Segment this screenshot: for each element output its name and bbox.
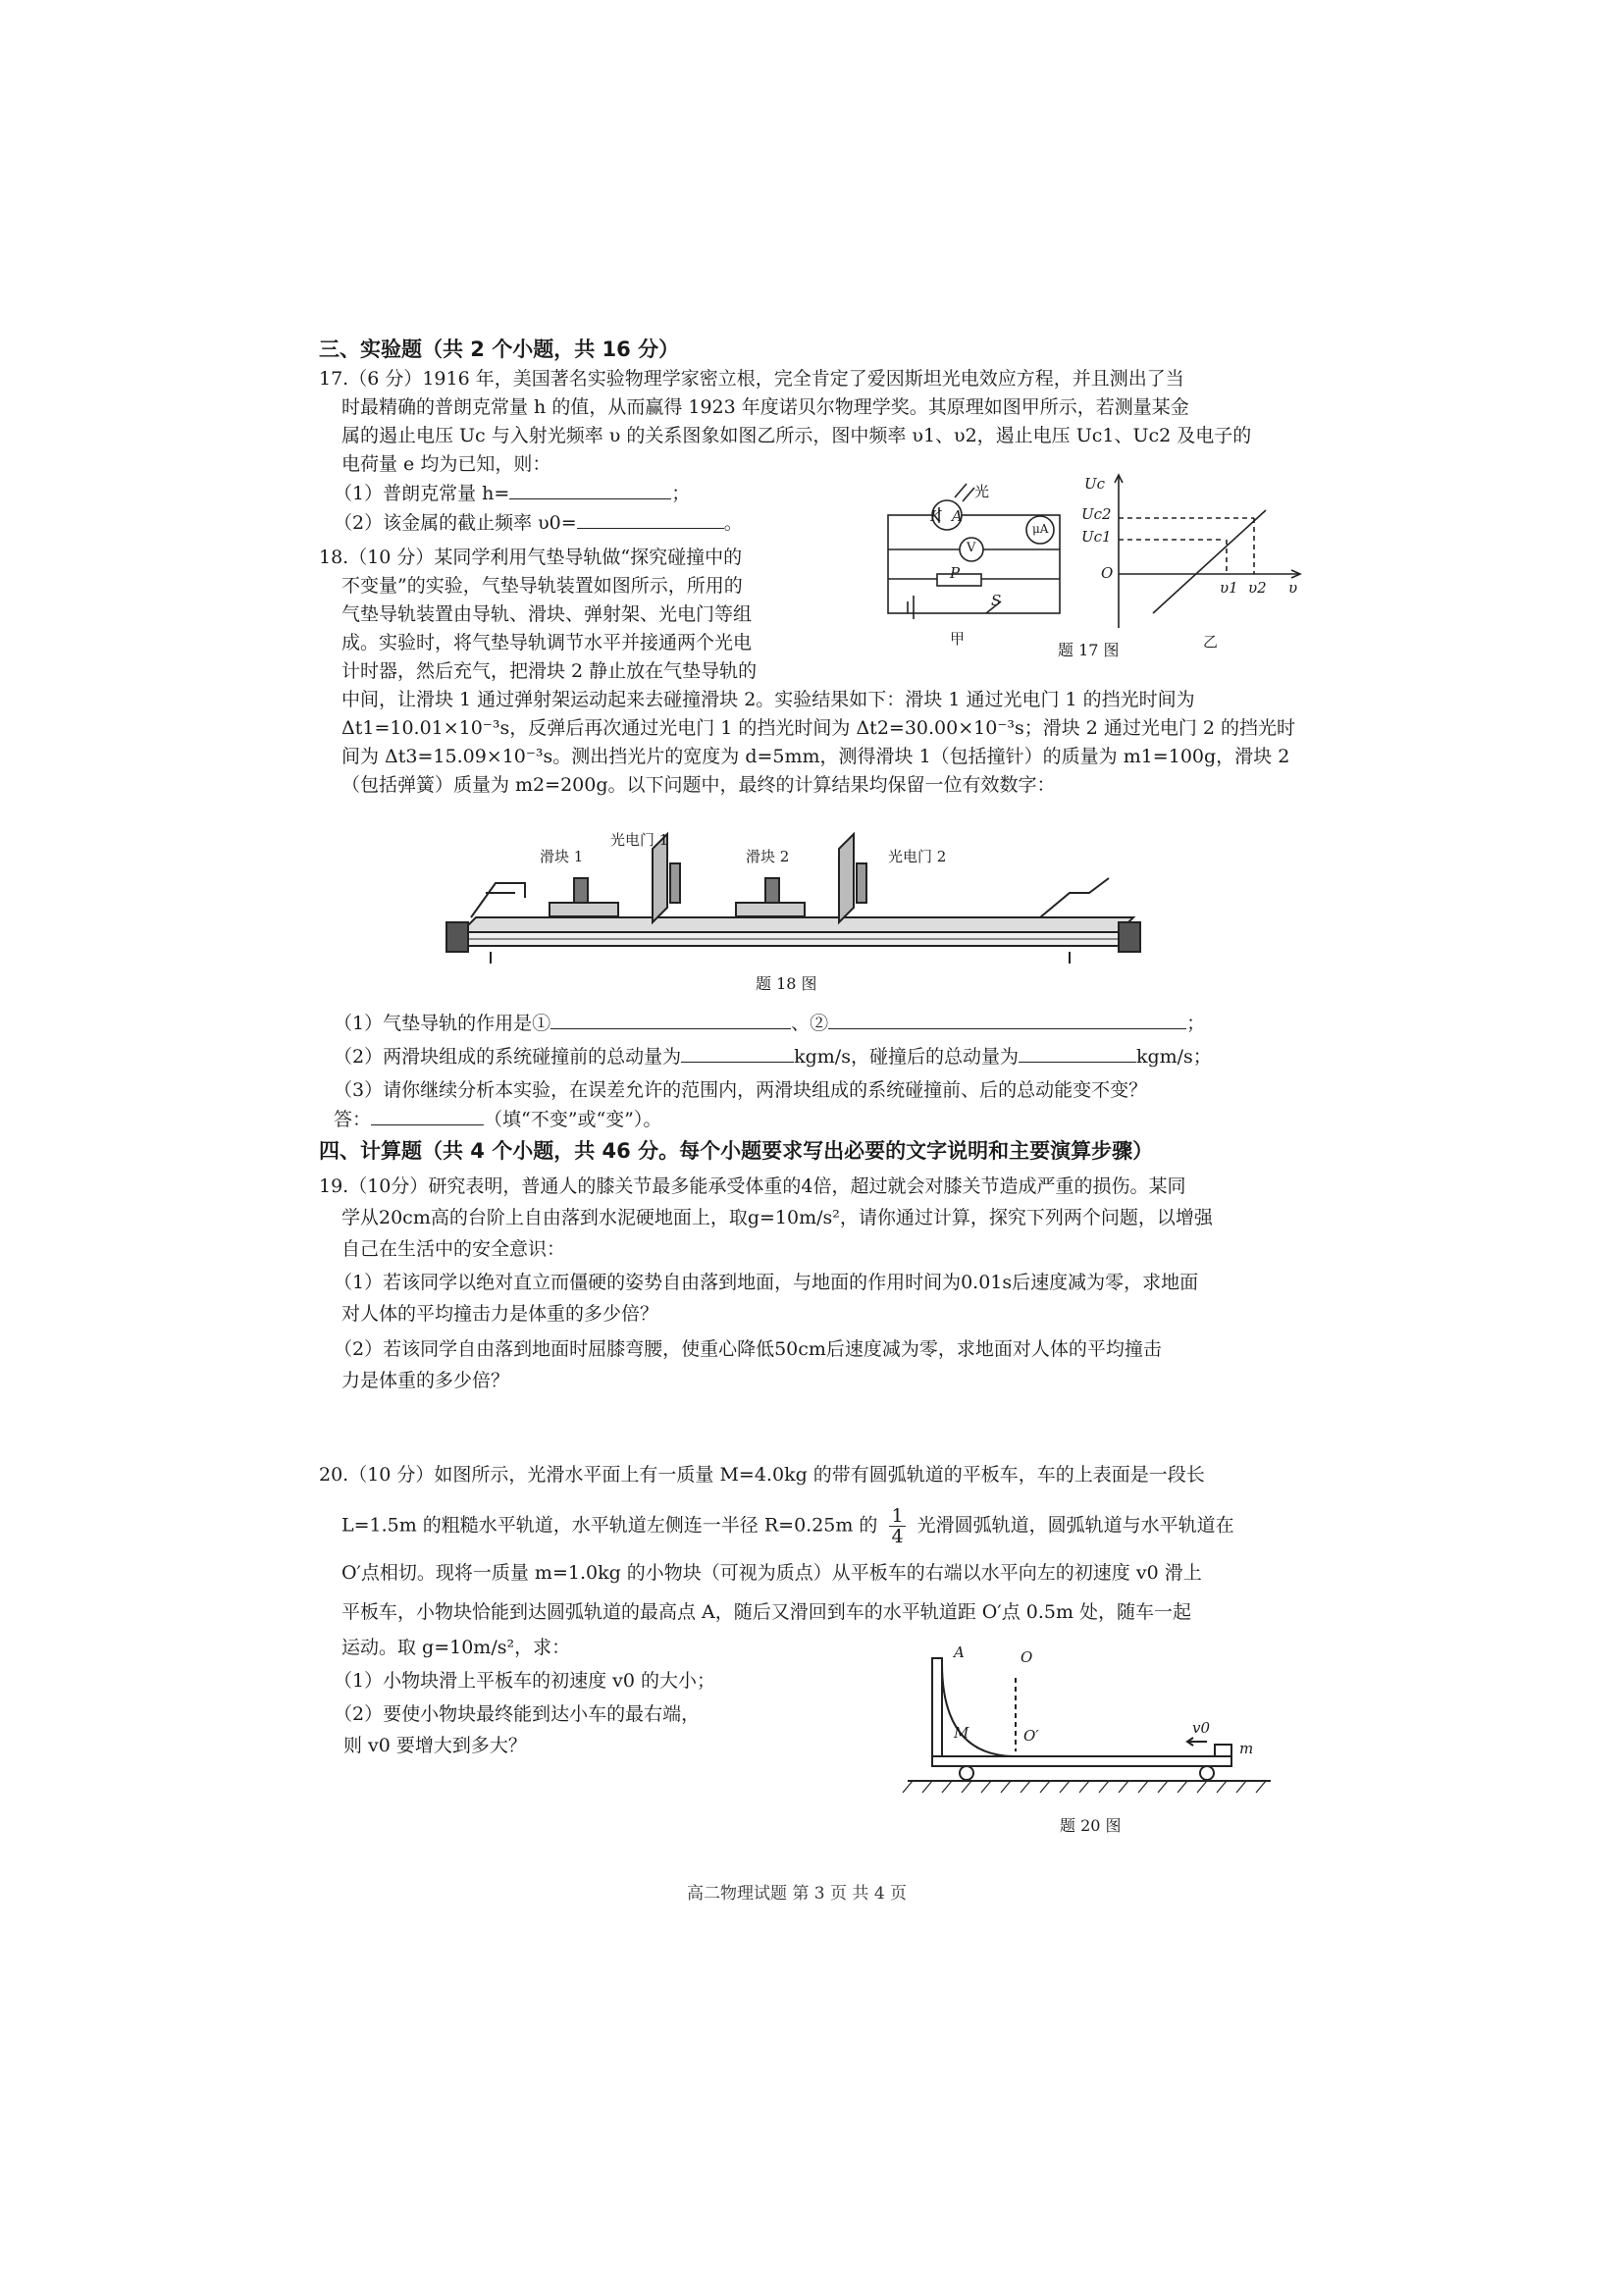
q18-label-slider-2: 滑块 2	[746, 848, 790, 865]
q18-answer-hint: （填“不变”或“变”）。	[484, 1109, 662, 1130]
q17-label-voltmeter: V	[967, 541, 976, 555]
q20-line-3: O′点相切。现将一质量 m=1.0kg 的小物块（可视为质点）从平板车的右端以水平向左的初速度 v0 滑上	[341, 1562, 1202, 1584]
q19-line-4: （1）若该同学以绝对直立而僵硬的姿势自由落到地面，与地面的作用时间为0.01s后速度减为零，求地面	[334, 1272, 1199, 1293]
q17-sub-2-text: （2）该金属的截止频率 υ0=	[334, 512, 577, 534]
q17-label-A: A	[952, 507, 963, 525]
q18-label-slider-1: 滑块 1	[540, 848, 584, 865]
q18-sub-2-text: （2）两滑块组成的系统碰撞前的总动量为	[334, 1046, 682, 1068]
q17-sub-2	[334, 510, 743, 536]
answer-blank[interactable]	[509, 481, 671, 499]
q20-sub-1: （1）小物块滑上平板车的初速度 v0 的大小；	[334, 1670, 715, 1692]
q18-label-gate-1: 光电门 1	[610, 831, 669, 849]
q17-line-1: 17.（6 分）1916 年，美国著名实验物理学家密立根，完全肯定了爱因斯坦光电效应方程，并且测出了当	[319, 368, 1184, 390]
q18-line-2: 不变量”的实验，气垫导轨装置如图所示，所用的	[341, 575, 743, 597]
q18-line-5: 计时器，然后充气，把滑块 2 静止放在气垫导轨的	[341, 660, 758, 682]
q18-sub-2-unit-1: kgm/s，碰撞后的总动量为	[794, 1046, 1019, 1068]
q19-line-3: 自己在生活中的安全意识：	[341, 1238, 566, 1260]
q17-label-Uc2: Uc2	[1081, 505, 1112, 523]
answer-blank[interactable]	[681, 1044, 794, 1063]
q20-line-5: 运动。取 g=10m/s²，求：	[341, 1637, 571, 1658]
q17-sub-1-text: （1）普朗克常量 h=	[334, 483, 510, 504]
q20-label-O: O	[1021, 1648, 1033, 1666]
answer-blank[interactable]	[550, 1011, 791, 1029]
q17-line-2: 时最精确的普朗克常量 h 的值，从而赢得 1923 年度诺贝尔物理学奖。其原理如图甲所示，若测量某金	[341, 396, 1189, 418]
q20-line-2-a: L=1.5m 的粗糙水平轨道，水平轨道左侧连一半径 R=0.25m 的	[341, 1514, 878, 1537]
q18-sub-2	[334, 1044, 1212, 1070]
q18-sub-2-unit-2: kgm/s；	[1135, 1046, 1212, 1068]
q17-label-K: K	[930, 507, 942, 525]
q20-line-4: 平板车，小物块恰能到达圆弧轨道的最高点 A，随后又滑回到车的水平轨道距 O′点 0.5m 处，随车一起	[341, 1601, 1192, 1623]
q18-sub-1	[334, 1011, 1205, 1036]
q18-line-1: 18.（10 分）某同学利用气垫导轨做“探究碰撞中的	[319, 547, 743, 568]
q17-line-4: 电荷量 e 均为已知，则：	[341, 453, 551, 475]
answer-blank[interactable]	[371, 1107, 484, 1125]
q18-line-7: Δt1=10.01×10⁻³s，反弹后再次通过光电门 1 的挡光时间为 Δt2=30.00×10⁻³s；滑块 2 通过光电门 2 的挡光时	[341, 717, 1296, 739]
q18-sub-3: （3）请你继续分析本实验，在误差允许的范围内，两滑块组成的系统碰撞前、后的总动能变不变？	[334, 1079, 1148, 1101]
q17-figure-caption: 题 17 图	[1058, 641, 1120, 659]
q17-label-v2: υ2	[1248, 579, 1267, 597]
q18-answer-label: 答：	[334, 1109, 372, 1130]
q17-uc-frequency-graph	[1099, 471, 1305, 638]
answer-blank[interactable]	[577, 510, 724, 529]
q18-line-9: （包括弹簧）质量为 m2=200g。以下问题中，最终的计算结果均保留一位有效数字：	[341, 774, 1056, 796]
q20-label-M: M	[954, 1724, 969, 1742]
q20-figure-caption: 题 20 图	[1060, 1816, 1122, 1835]
fraction-denominator: 4	[891, 1526, 904, 1547]
q17-label-P: P	[950, 564, 961, 582]
q18-label-gate-2: 光电门 2	[888, 848, 947, 865]
q17-label-S: S	[991, 592, 1002, 609]
q17-label-v: υ	[1288, 579, 1298, 597]
q18-sub-3-answer	[334, 1107, 661, 1132]
q20-line-2-b: 光滑圆弧轨道，圆弧轨道与水平轨道在	[916, 1514, 1234, 1537]
q17-sub-1	[334, 481, 690, 506]
q17-sub-1-end: ；	[671, 483, 691, 504]
q17-label-light: 光	[974, 483, 990, 500]
answer-blank[interactable]	[828, 1011, 1186, 1029]
q17-line-3: 属的遏止电压 Uc 与入射光频率 υ 的关系图象如图乙所示，图中频率 υ1、υ2，遏止电压 Uc1、Uc2 及电子的	[341, 425, 1252, 446]
answer-blank[interactable]	[1019, 1044, 1136, 1063]
q19-line-1: 19.（10分）研究表明，普通人的膝关节最多能承受体重的4倍，超过就会对膝关节造成严重的损伤。某同	[319, 1175, 1186, 1197]
q20-sub-2b: 则 v0 要增大到多大？	[343, 1735, 527, 1756]
q20-line-1: 20.（10 分）如图所示，光滑水平面上有一质量 M=4.0kg 的带有圆弧轨道的平板车，车的上表面是一段长	[319, 1464, 1205, 1486]
q19-line-6: （2）若该同学自由落到地面时屈膝弯腰，使重心降低50cm后速度减为零，求地面对人体的平均撞击	[334, 1338, 1162, 1360]
section-3-heading: 三、实验题（共 2 个小题，共 16 分）	[319, 338, 680, 361]
q19-line-7: 力是体重的多少倍？	[341, 1370, 510, 1391]
page-footer: 高二物理试题 第 3 页 共 4 页	[687, 1884, 908, 1904]
q17-label-Uc: Uc	[1084, 475, 1106, 493]
q20-label-O-prime: O′	[1023, 1727, 1039, 1745]
q18-sub-1-end: ；	[1186, 1013, 1206, 1034]
q17-label-Uc1: Uc1	[1081, 528, 1112, 546]
q17-label-v1: υ1	[1220, 579, 1238, 597]
section-4-heading: 四、计算题（共 4 个小题，共 46 分。每个小题要求写出必要的文字说明和主要演算步骤）	[319, 1139, 1154, 1163]
q18-line-3: 气垫导轨装置由导轨、滑块、弹射架、光电门等组	[341, 603, 753, 625]
q17-label-jia: 甲	[950, 630, 966, 648]
q20-line-2	[341, 1506, 1234, 1546]
q19-line-5: 对人体的平均撞击力是体重的多少倍？	[341, 1303, 659, 1325]
q17-label-yi: 乙	[1203, 633, 1219, 651]
q17-label-microammeter: μA	[1032, 522, 1049, 536]
q17-label-O: O	[1101, 564, 1114, 582]
q18-sub-1-text: （1）气垫导轨的作用是①	[334, 1013, 551, 1034]
q19-line-2: 学从20cm高的台阶上自由落到水泥硬地面上，取g=10m/s²，请你通过计算，探究下列两个问题，以增强	[341, 1207, 1213, 1228]
q20-label-v0: v0	[1192, 1719, 1211, 1737]
quarter-fraction	[889, 1506, 905, 1546]
q20-label-A: A	[954, 1644, 965, 1661]
fraction-numerator: 1	[891, 1505, 904, 1527]
q18-sub-1-mid: 、②	[791, 1013, 829, 1034]
q20-label-m: m	[1239, 1740, 1254, 1757]
q18-line-4: 成。实验时，将气垫导轨调节水平并接通两个光电	[341, 632, 753, 653]
q18-line-8: 间为 Δt3=15.09×10⁻³s。测出挡光片的宽度为 d=5mm，测得滑块 1（包括撞针）的质量为 m1=100g，滑块 2	[341, 746, 1290, 767]
q18-line-6: 中间，让滑块 1 通过弹射架运动起来去碰撞滑块 2。实验结果如下：滑块 1 通过光电门 1 的挡光时间为	[341, 689, 1195, 710]
q17-sub-2-end: 。	[723, 512, 743, 534]
q20-sub-2a: （2）要使小物块最终能到达小车的最右端，	[334, 1703, 701, 1725]
q18-figure-caption: 题 18 图	[756, 974, 817, 993]
